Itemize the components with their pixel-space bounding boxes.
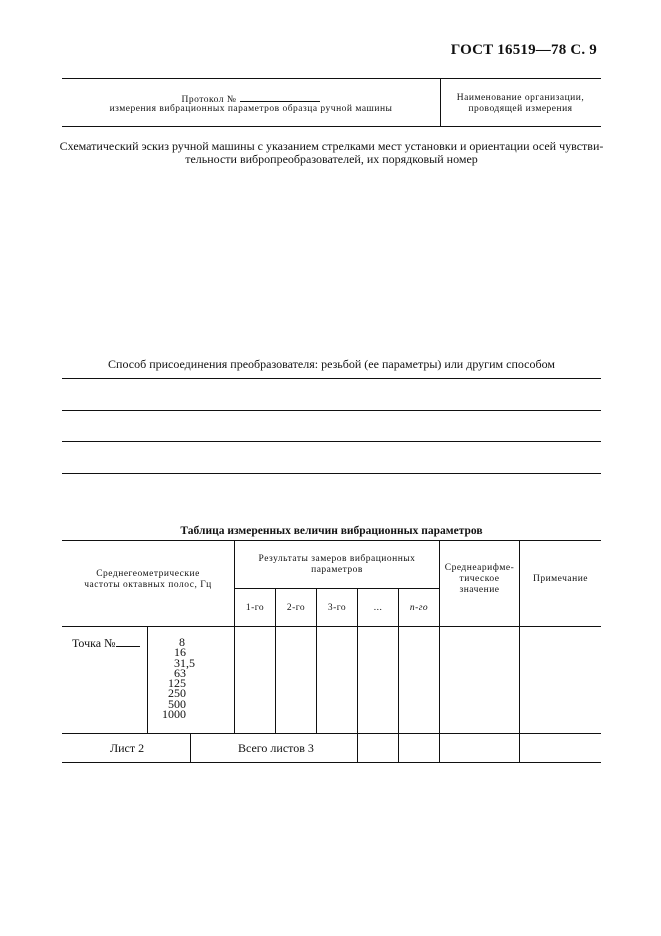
sketch-caption-line1: Схематический эскиз ручной машины с указанием стрелками мест установки и ориентации осей чувстви- xyxy=(59,139,604,153)
sketch-caption-line2: тельности вибропреобразователей, их порядковый номер xyxy=(185,152,478,166)
fill-line-3 xyxy=(62,441,601,442)
subcol-3: 3-го xyxy=(327,603,347,613)
header-results-line2: параметров xyxy=(311,565,363,575)
col-rule-sheet xyxy=(190,733,191,762)
results-subheader-rule xyxy=(235,588,439,589)
subcol-5: n-го xyxy=(409,603,429,613)
fill-line-2 xyxy=(62,410,601,411)
header-mean-line2: тическое xyxy=(459,574,500,584)
sheet-number: Лист 2 xyxy=(110,741,145,755)
table-body-bottom-rule xyxy=(62,733,601,734)
subcol-4: ... xyxy=(373,603,383,613)
header-mean-line1: Среднеарифме- xyxy=(444,563,515,573)
protocol-subtitle: измерения вибрационных параметров образца ручной машины xyxy=(109,104,393,114)
page-header: ГОСТ 16519—78 С. 9 xyxy=(450,42,597,58)
table-top-rule xyxy=(62,540,601,541)
protocol-top-rule xyxy=(62,78,601,79)
col-rule-4 xyxy=(398,588,399,762)
fill-line-1 xyxy=(62,378,601,379)
freq-item: 31,5 xyxy=(174,655,195,670)
header-mean-line3: значение xyxy=(459,585,500,595)
header-freq-line1: Среднегеометрические xyxy=(96,569,200,579)
freq-item: 250 xyxy=(168,686,186,701)
subcol-1: 1-го xyxy=(245,603,265,613)
protocol-number-blank xyxy=(240,92,320,102)
table-title: Таблица измеренных величин вибрационных параметров xyxy=(180,525,483,537)
org-name-label-2: проводящей измерения xyxy=(468,104,573,114)
point-number-blank xyxy=(116,636,140,647)
table-header-bottom-rule xyxy=(62,626,601,627)
freq-item: 125 xyxy=(168,676,186,691)
col-rule-point xyxy=(147,626,148,733)
fill-line-4 xyxy=(62,473,601,474)
org-name-label: Наименование организации, xyxy=(456,93,585,103)
header-freq-line2: частоты октавных полос, Гц xyxy=(84,580,212,590)
total-sheets: Всего листов 3 xyxy=(238,741,314,755)
protocol-bottom-rule xyxy=(62,126,601,127)
freq-item: 500 xyxy=(168,696,186,711)
frequency-list xyxy=(150,635,195,722)
freq-item: 16 xyxy=(174,645,186,660)
col-rule-footer xyxy=(357,733,358,762)
header-note: Примечание xyxy=(532,574,589,584)
table-footer-rule xyxy=(62,762,601,763)
freq-item: 63 xyxy=(174,665,186,680)
point-label xyxy=(72,636,140,650)
header-results-line1: Результаты замеров вибрационных xyxy=(258,554,416,564)
protocol-number-label: Протокол № xyxy=(181,95,237,105)
subcol-2: 2-го xyxy=(286,603,306,613)
point-label-text: Точка № xyxy=(72,636,116,650)
freq-item: 8 xyxy=(179,635,185,649)
freq-item: 1000 xyxy=(162,707,186,722)
mounting-method-text: Способ присоединения преобразователя: резьбой (ее параметры) или другим способом xyxy=(108,357,555,371)
